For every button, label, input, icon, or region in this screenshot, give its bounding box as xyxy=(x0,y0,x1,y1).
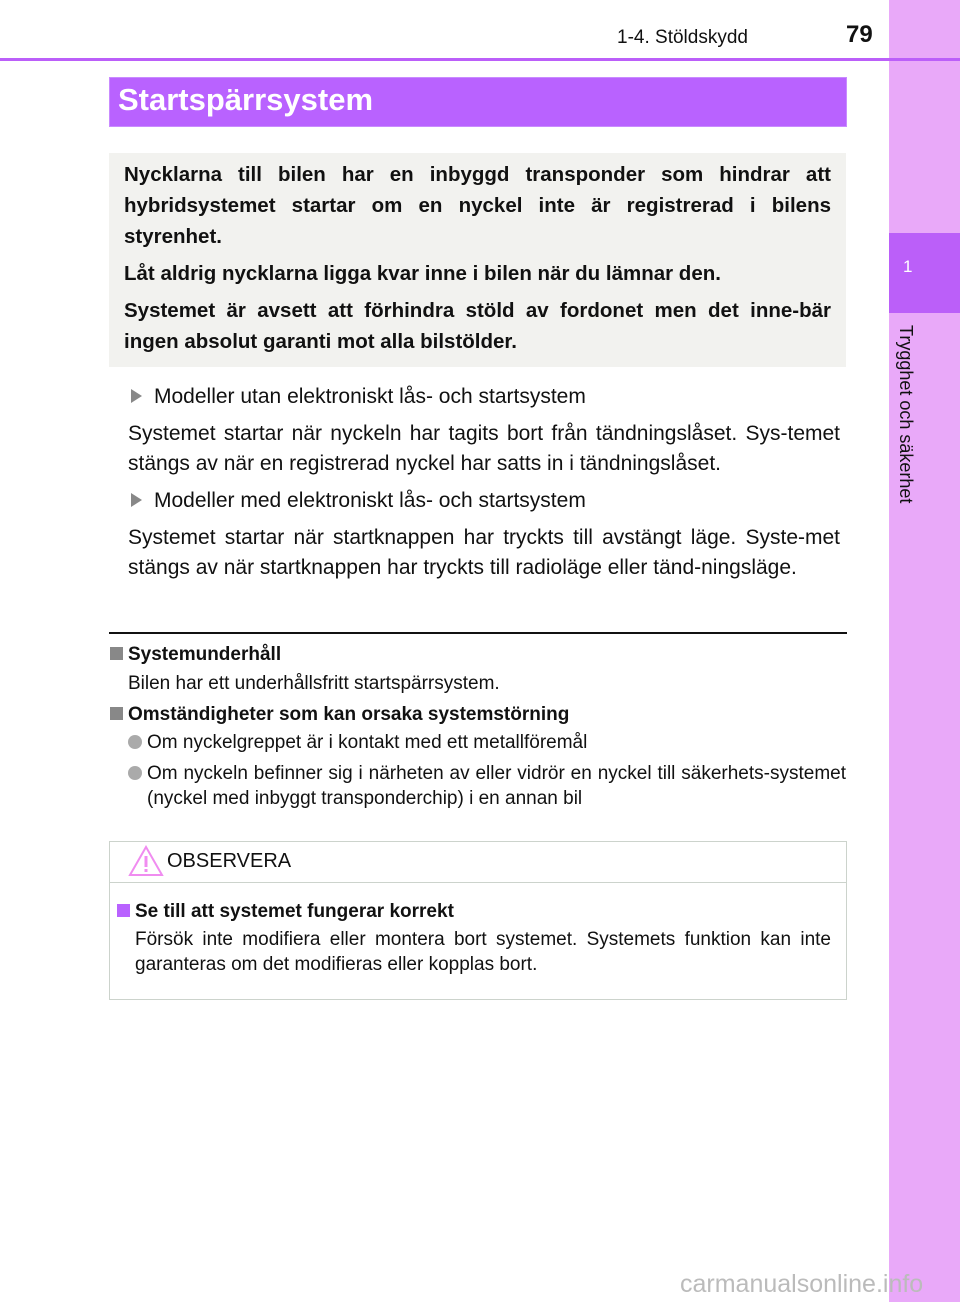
section-header: 1-4. Stöldskydd xyxy=(617,27,748,48)
note-item xyxy=(128,730,587,755)
caution-label: OBSERVERA xyxy=(167,850,292,872)
chapter-tab[interactable] xyxy=(889,233,960,313)
triangle-bullet-icon xyxy=(131,389,142,403)
square-bullet-icon xyxy=(117,904,130,917)
intro-paragraph: Låt aldrig nycklarna ligga kvar inne i bilen när du lämnar den. xyxy=(124,262,721,285)
model-heading-text: Modeller med elektroniskt lås- och startsystem xyxy=(154,489,586,512)
note-item-text: Om nyckeln befinner sig i närheten av eller vidrör en nyckel till säkerhets-systemet (nyckel med inbyggt transponderchip) i en annan bil xyxy=(147,763,846,809)
intro-box xyxy=(109,153,846,367)
header-divider xyxy=(0,58,960,61)
model-heading xyxy=(128,382,840,412)
caution-header xyxy=(110,842,846,883)
model-heading xyxy=(128,486,840,516)
page-title: Startspärrsystem xyxy=(118,82,374,117)
page-title-bar xyxy=(109,77,847,127)
circle-bullet-icon xyxy=(128,735,142,749)
note-heading xyxy=(110,642,281,667)
model-text: Systemet startar när nyckeln har tagits bort från tändningslåset. Sys-temet stängs av när en registrerad nyckel har satts in i tändningslåset. xyxy=(128,422,840,475)
note-heading-text: Systemunderhåll xyxy=(128,644,282,665)
caution-text: Försök inte modifiera eller montera bort systemet. Systemets funktion kan inte garanteras om det modifieras eller kopplas bort. xyxy=(135,929,831,975)
square-bullet-icon xyxy=(110,707,123,720)
note-item-text: Om nyckelgreppet är i kontakt med ett metallföremål xyxy=(147,732,588,753)
caution-box xyxy=(109,841,847,1000)
note-heading xyxy=(110,702,569,727)
note-text: Bilen har ett underhållsfritt startspärrsystem. xyxy=(128,673,500,694)
warning-icon xyxy=(128,845,164,877)
watermark: carmanualsonline.info xyxy=(680,1270,924,1298)
model-heading-text: Modeller utan elektroniskt lås- och startsystem xyxy=(154,385,586,408)
note-item xyxy=(128,761,846,811)
divider xyxy=(109,632,847,634)
note-heading-text: Omständigheter som kan orsaka systemstörning xyxy=(128,704,570,725)
chapter-label: Trygghet och säkerhet xyxy=(896,325,916,504)
page-number: 79 xyxy=(846,21,873,48)
square-bullet-icon xyxy=(110,647,123,660)
model-text: Systemet startar när startknappen har tryckts till avstängt läge. Syste-met stängs av när startknappen har tryckts till radioläge eller tänd-ningsläge. xyxy=(128,526,840,579)
caution-heading xyxy=(117,899,454,924)
intro-paragraph: Nycklarna till bilen har en inbyggd transponder som hindrar att hybridsystemet startar om en nyckel inte är registrerad i bilens styrenhet. xyxy=(124,163,831,248)
circle-bullet-icon xyxy=(128,766,142,780)
caution-heading-text: Se till att systemet fungerar korrekt xyxy=(135,901,454,922)
triangle-bullet-icon xyxy=(131,493,142,507)
intro-paragraph: Systemet är avsett att förhindra stöld av fordonet men det inne-bär ingen absolut garanti mot alla bilstölder. xyxy=(124,299,831,353)
side-tab-bar xyxy=(889,0,960,1302)
chapter-number: 1 xyxy=(903,257,913,276)
